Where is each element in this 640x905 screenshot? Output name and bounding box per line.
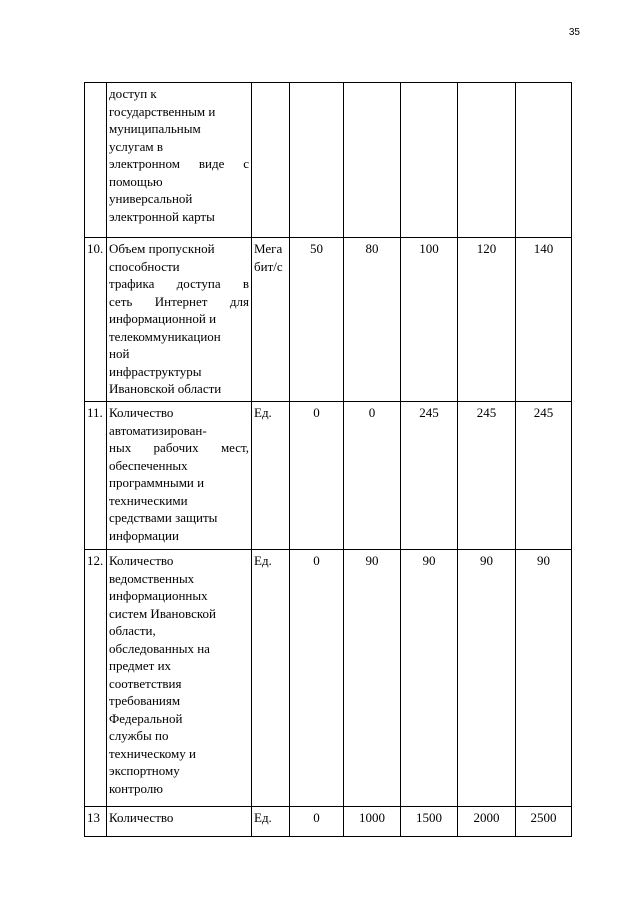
value-cell: 90	[401, 550, 458, 807]
indicator-name-cell	[107, 402, 252, 550]
value-cell: 50	[290, 238, 344, 402]
value-cell: 245	[401, 402, 458, 550]
indicator-name-line: экспортному	[109, 763, 180, 778]
indicator-name-cell	[107, 83, 252, 238]
value-cell: 245	[516, 402, 572, 550]
unit-cell: Ед.	[252, 402, 290, 550]
indicator-name-line: предмет их	[109, 658, 172, 673]
table-row	[85, 238, 572, 402]
indicator-name-line: обследованных на	[109, 640, 210, 656]
indicator-name-line: доступ к	[109, 86, 157, 101]
indicator-name-line: ных рабочих мест,	[109, 440, 249, 455]
indicator-name-line: ной	[109, 346, 130, 361]
value-cell: 0	[290, 807, 344, 837]
row-number-cell	[85, 83, 107, 238]
indicator-name-line: Количество	[109, 810, 174, 825]
unit-cell: Мегабит/с	[252, 238, 290, 402]
value-cell: 0	[344, 402, 401, 550]
indicator-name-line: Объем пропускной	[109, 241, 215, 256]
value-cell: 1500	[401, 807, 458, 837]
value-cell: 0	[290, 402, 344, 550]
page-number: 35	[568, 27, 580, 38]
unit-cell: Ед.	[252, 550, 290, 807]
value-cell	[290, 83, 344, 238]
indicator-name-line: области,	[109, 623, 156, 638]
table-row	[85, 550, 572, 807]
table-row	[85, 83, 572, 238]
indicator-name-line: техническими	[109, 492, 188, 508]
value-cell: 100	[401, 238, 458, 402]
indicator-name-line: трафика доступа в	[109, 276, 249, 291]
value-cell: 90	[458, 550, 516, 807]
indicator-name-line: Федеральной	[109, 710, 183, 726]
indicator-name-line: Ивановской области	[109, 381, 222, 396]
table-row	[85, 807, 572, 837]
indicator-name-line: ведомственных	[109, 570, 195, 586]
row-number-cell: 12.	[85, 550, 107, 807]
indicator-name-line: электронной карты	[109, 208, 215, 224]
indicator-name-line: муниципальным	[109, 121, 201, 136]
value-cell	[401, 83, 458, 238]
value-cell: 90	[516, 550, 572, 807]
indicator-name-line: контролю	[109, 780, 163, 796]
value-cell: 2000	[458, 807, 516, 837]
value-cell: 90	[344, 550, 401, 807]
indicator-name-cell	[107, 238, 252, 402]
unit-cell: Ед.	[252, 807, 290, 837]
row-number-cell: 11.	[85, 402, 107, 550]
value-cell: 0	[290, 550, 344, 807]
indicator-name-line: службы по	[109, 728, 169, 743]
indicator-name-line: систем Ивановской	[109, 605, 216, 621]
indicator-name-line: способности	[109, 258, 180, 274]
value-cell	[516, 83, 572, 238]
indicator-name-line: сеть Интернет для	[109, 293, 249, 309]
value-cell: 140	[516, 238, 572, 402]
indicator-name-line: универсальной	[109, 191, 193, 206]
value-cell: 80	[344, 238, 401, 402]
table-row	[85, 402, 572, 550]
indicator-name-line: требованиям	[109, 693, 181, 708]
unit-cell	[252, 83, 290, 238]
indicator-name-line: техническому и	[109, 745, 196, 761]
value-cell: 2500	[516, 807, 572, 837]
value-cell: 245	[458, 402, 516, 550]
indicator-name-line: Количество	[109, 553, 174, 568]
indicator-name-cell	[107, 550, 252, 807]
indicator-name-line: обеспеченных	[109, 457, 188, 473]
value-cell	[458, 83, 516, 238]
value-cell: 1000	[344, 807, 401, 837]
row-number-cell: 13	[85, 807, 107, 837]
indicator-name-line: программными и	[109, 475, 205, 490]
value-cell: 120	[458, 238, 516, 402]
indicator-name-line: информационной и	[109, 311, 217, 326]
indicator-name-line: инфраструктуры	[109, 363, 202, 379]
table-body	[85, 83, 572, 837]
indicator-name-cell	[107, 807, 252, 837]
indicator-name-line: информационных	[109, 588, 208, 603]
indicators-table	[84, 82, 572, 837]
indicator-name-line: автоматизирован-	[109, 422, 207, 438]
indicator-name-line: помощью	[109, 173, 163, 189]
indicator-name-line: информации	[109, 527, 179, 543]
indicator-name-line: услугам в	[109, 138, 163, 154]
indicator-name-line: средствами защиты	[109, 510, 218, 525]
indicator-name-line: соответствия	[109, 675, 182, 691]
row-number-cell: 10.	[85, 238, 107, 402]
indicator-name-line: электронном виде с	[109, 156, 249, 171]
indicator-name-line: государственным и	[109, 103, 216, 119]
indicator-name-line: телекоммуникацион	[109, 328, 221, 344]
value-cell	[344, 83, 401, 238]
indicator-name-line: Количество	[109, 405, 174, 420]
